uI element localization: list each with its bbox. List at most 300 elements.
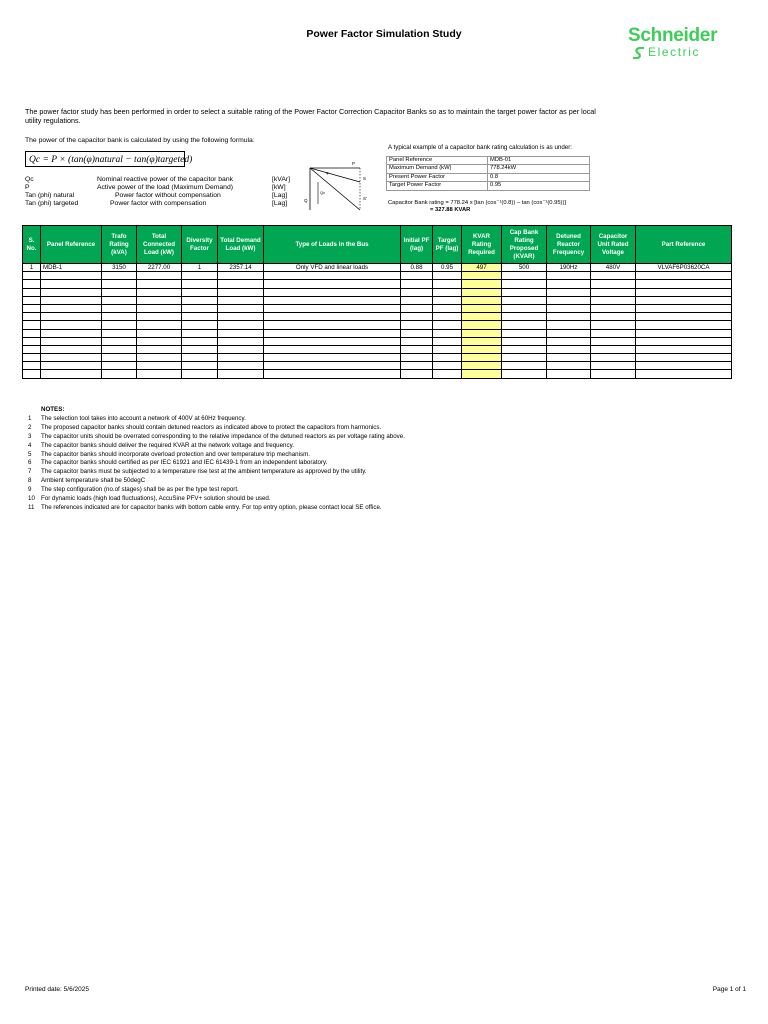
empty-cell bbox=[636, 296, 732, 304]
note-text: For dynamic loads (high load fluctuations), AccuSine PFV+ solution should be used. bbox=[41, 495, 271, 503]
cell-connected-load: 2277.00 bbox=[137, 264, 182, 272]
empty-cell bbox=[23, 272, 41, 280]
empty-cell bbox=[462, 362, 502, 370]
diagram-label-phi: φ bbox=[326, 170, 329, 175]
diagram-label-p: P bbox=[352, 161, 356, 166]
empty-cell bbox=[218, 370, 264, 378]
example-row bbox=[387, 157, 590, 165]
note-text: The references indicated are for capacitor banks with bottom cable entry. For top entry option, please contact local SE office. bbox=[41, 503, 382, 511]
example-formula: Capacitor Bank rating = 778.24 x [tan (cos⁻¹(0.8)) – tan (cos⁻¹(0.95))] bbox=[388, 200, 567, 206]
empty-cell bbox=[636, 329, 732, 337]
legend-row bbox=[25, 184, 325, 192]
empty-cell bbox=[502, 345, 547, 353]
note-text: The capacitor units should be overrated corresponding to the relative impedance of the detuned reactors as per voltage rating above. bbox=[41, 432, 405, 440]
empty-cell bbox=[591, 313, 636, 321]
example-key: Maximum Demand (kW) bbox=[387, 165, 488, 173]
empty-cell bbox=[502, 370, 547, 378]
empty-cell bbox=[218, 272, 264, 280]
empty-cell bbox=[264, 272, 401, 280]
empty-cell bbox=[433, 288, 462, 296]
note-item bbox=[28, 415, 405, 424]
empty-cell bbox=[591, 288, 636, 296]
empty-cell bbox=[401, 280, 433, 288]
empty-cell bbox=[264, 329, 401, 337]
empty-cell bbox=[137, 370, 182, 378]
empty-cell bbox=[636, 354, 732, 362]
empty-cell bbox=[137, 362, 182, 370]
empty-cell bbox=[137, 288, 182, 296]
empty-cell bbox=[433, 354, 462, 362]
note-number: 5 bbox=[28, 450, 32, 458]
formula-box: Qc = P × (tan(φ)natural − tan(φ)targeted) bbox=[25, 151, 185, 167]
empty-cell bbox=[401, 345, 433, 353]
empty-cell bbox=[102, 345, 137, 353]
diagram-label-qc: Qc bbox=[320, 190, 326, 195]
empty-cell bbox=[182, 321, 218, 329]
note-item bbox=[28, 477, 405, 486]
empty-cell bbox=[41, 329, 102, 337]
notes-title: NOTES: bbox=[41, 406, 65, 413]
empty-cell bbox=[182, 354, 218, 362]
empty-cell bbox=[23, 354, 41, 362]
empty-cell bbox=[636, 280, 732, 288]
legend-description: Active power of the load (Maximum Demand) bbox=[97, 184, 233, 191]
empty-cell bbox=[591, 272, 636, 280]
empty-cell bbox=[41, 296, 102, 304]
note-number: 3 bbox=[28, 432, 32, 440]
empty-cell bbox=[23, 337, 41, 345]
empty-cell bbox=[547, 329, 591, 337]
empty-cell bbox=[264, 362, 401, 370]
table-row bbox=[23, 264, 732, 272]
empty-cell bbox=[401, 288, 433, 296]
empty-cell bbox=[502, 329, 547, 337]
empty-cell bbox=[182, 280, 218, 288]
note-item bbox=[28, 495, 405, 504]
note-item bbox=[28, 486, 405, 495]
empty-cell bbox=[433, 345, 462, 353]
empty-cell bbox=[137, 296, 182, 304]
empty-cell bbox=[401, 296, 433, 304]
empty-cell bbox=[182, 288, 218, 296]
empty-cell bbox=[502, 296, 547, 304]
empty-cell bbox=[591, 345, 636, 353]
table-row-empty bbox=[23, 329, 732, 337]
diagram-label-s-prime: S' bbox=[363, 196, 367, 201]
empty-cell bbox=[23, 370, 41, 378]
empty-cell bbox=[23, 321, 41, 329]
empty-cell bbox=[264, 304, 401, 312]
empty-cell bbox=[401, 337, 433, 345]
empty-cell bbox=[102, 354, 137, 362]
col-header-target-pf: Target PF (lag) bbox=[433, 226, 462, 264]
empty-cell bbox=[264, 370, 401, 378]
col-header-rated-voltage: Capacitor Unit Rated Voltage bbox=[591, 226, 636, 264]
empty-cell bbox=[218, 280, 264, 288]
empty-cell bbox=[102, 337, 137, 345]
empty-cell bbox=[182, 313, 218, 321]
empty-cell bbox=[182, 345, 218, 353]
empty-cell bbox=[23, 345, 41, 353]
empty-cell bbox=[433, 362, 462, 370]
note-number: 6 bbox=[28, 459, 32, 467]
empty-cell bbox=[102, 362, 137, 370]
legend-symbol: Tan (phi) natural bbox=[25, 192, 75, 199]
cell-rated-voltage: 480V bbox=[591, 264, 636, 272]
empty-cell bbox=[462, 354, 502, 362]
empty-cell bbox=[182, 296, 218, 304]
empty-cell bbox=[547, 313, 591, 321]
table-row-empty bbox=[23, 362, 732, 370]
example-key: Present Power Factor bbox=[387, 173, 488, 181]
page-title: Power Factor Simulation Study bbox=[306, 28, 462, 40]
legend-unit: [Lag] bbox=[272, 192, 288, 199]
empty-cell bbox=[636, 337, 732, 345]
empty-cell bbox=[433, 321, 462, 329]
empty-cell bbox=[41, 280, 102, 288]
empty-cell bbox=[137, 313, 182, 321]
empty-cell bbox=[218, 362, 264, 370]
col-header-connected-load: Total Connected Load (kW) bbox=[137, 226, 182, 264]
empty-cell bbox=[401, 272, 433, 280]
empty-cell bbox=[591, 296, 636, 304]
note-item bbox=[28, 468, 405, 477]
empty-cell bbox=[636, 313, 732, 321]
legend-unit: [kW] bbox=[272, 184, 286, 191]
empty-cell bbox=[547, 272, 591, 280]
note-item bbox=[28, 451, 405, 460]
table-row-empty bbox=[23, 313, 732, 321]
note-item bbox=[28, 433, 405, 442]
empty-cell bbox=[462, 370, 502, 378]
example-row bbox=[387, 182, 590, 190]
empty-cell bbox=[547, 296, 591, 304]
empty-cell bbox=[636, 370, 732, 378]
empty-cell bbox=[41, 272, 102, 280]
empty-cell bbox=[502, 272, 547, 280]
empty-cell bbox=[591, 354, 636, 362]
empty-cell bbox=[137, 354, 182, 362]
empty-cell bbox=[433, 313, 462, 321]
empty-cell bbox=[433, 370, 462, 378]
example-value: 0.95 bbox=[488, 182, 590, 190]
legend-unit: [Lag] bbox=[272, 200, 288, 207]
empty-cell bbox=[264, 321, 401, 329]
power-triangle-diagram bbox=[300, 160, 376, 216]
note-text: The selection tool takes into account a network of 400V at 60Hz frequency. bbox=[41, 414, 246, 422]
table-row-empty bbox=[23, 280, 732, 288]
empty-cell bbox=[102, 280, 137, 288]
logo-sub-text: Electric bbox=[648, 45, 701, 59]
cell-sno: 1 bbox=[23, 264, 41, 272]
empty-cell bbox=[41, 321, 102, 329]
note-number: 7 bbox=[28, 468, 32, 476]
example-result: = 327.88 KVAR bbox=[430, 207, 471, 213]
note-text: The proposed capacitor banks should contain detuned reactors as indicated above to protect the capacitors from harmonics. bbox=[41, 423, 382, 431]
empty-cell bbox=[218, 354, 264, 362]
empty-cell bbox=[547, 354, 591, 362]
table-row-empty bbox=[23, 288, 732, 296]
empty-cell bbox=[182, 362, 218, 370]
printed-date: Printed date: 5/6/2025 bbox=[25, 986, 89, 993]
table-row-empty bbox=[23, 272, 732, 280]
empty-cell bbox=[462, 337, 502, 345]
empty-cell bbox=[591, 370, 636, 378]
col-header-sno: S. No. bbox=[23, 226, 41, 264]
empty-cell bbox=[547, 345, 591, 353]
empty-cell bbox=[547, 280, 591, 288]
empty-cell bbox=[462, 288, 502, 296]
empty-cell bbox=[264, 345, 401, 353]
diagram-label-s: S bbox=[363, 176, 367, 181]
empty-cell bbox=[636, 304, 732, 312]
empty-cell bbox=[182, 272, 218, 280]
empty-cell bbox=[182, 337, 218, 345]
cell-trafo-rating: 3150 bbox=[102, 264, 137, 272]
table-row-empty bbox=[23, 296, 732, 304]
empty-cell bbox=[137, 329, 182, 337]
intro-paragraph: The power factor study has been performed in order to select a suitable rating of the Power Factor Correction Capacitor Banks so as to maintain the target power factor as per local utility regulations. bbox=[25, 107, 596, 125]
empty-cell bbox=[182, 370, 218, 378]
note-text: Ambient temperature shall be 50degC bbox=[41, 477, 146, 485]
empty-cell bbox=[502, 354, 547, 362]
note-text: The capacitor banks should certified as per IEC 61921 and IEC 61439-1 from an independent laboratory. bbox=[41, 459, 328, 467]
empty-cell bbox=[547, 362, 591, 370]
legend-symbol: Qc bbox=[25, 176, 34, 183]
empty-cell bbox=[502, 337, 547, 345]
col-header-detuned-reactor: Detuned Reactor Frequency bbox=[547, 226, 591, 264]
empty-cell bbox=[636, 288, 732, 296]
empty-cell bbox=[264, 337, 401, 345]
empty-cell bbox=[462, 272, 502, 280]
empty-cell bbox=[462, 345, 502, 353]
empty-cell bbox=[462, 329, 502, 337]
empty-cell bbox=[23, 313, 41, 321]
empty-cell bbox=[264, 280, 401, 288]
legend-row bbox=[25, 192, 325, 200]
logo-mark-icon bbox=[632, 47, 646, 59]
empty-cell bbox=[401, 362, 433, 370]
empty-cell bbox=[502, 313, 547, 321]
legend-unit: [kVAr] bbox=[272, 176, 291, 183]
table-header-row bbox=[23, 226, 732, 264]
empty-cell bbox=[462, 313, 502, 321]
col-header-cap-bank-rating: Cap Bank Rating Proposed (KVAR) bbox=[502, 226, 547, 264]
legend-row bbox=[25, 200, 325, 208]
empty-cell bbox=[218, 321, 264, 329]
empty-cell bbox=[547, 304, 591, 312]
note-number: 10 bbox=[28, 495, 35, 503]
empty-cell bbox=[547, 337, 591, 345]
note-item bbox=[28, 504, 405, 513]
empty-cell bbox=[433, 304, 462, 312]
example-value: 0.8 bbox=[488, 173, 590, 181]
empty-cell bbox=[41, 354, 102, 362]
empty-cell bbox=[433, 337, 462, 345]
empty-cell bbox=[182, 329, 218, 337]
table-row-empty bbox=[23, 345, 732, 353]
empty-cell bbox=[502, 288, 547, 296]
col-header-diversity-factor: Diversity Factor bbox=[182, 226, 218, 264]
empty-cell bbox=[102, 288, 137, 296]
simulation-table bbox=[22, 225, 732, 379]
schneider-electric-logo bbox=[628, 26, 748, 59]
empty-cell bbox=[23, 296, 41, 304]
cell-diversity-factor: 1 bbox=[182, 264, 218, 272]
empty-cell bbox=[218, 304, 264, 312]
empty-cell bbox=[137, 321, 182, 329]
example-title: A typical example of a capacitor bank rating calculation is as under: bbox=[388, 144, 573, 151]
cell-kvar-required: 497 bbox=[462, 264, 502, 272]
table-row-empty bbox=[23, 304, 732, 312]
example-value: MDB-01 bbox=[488, 157, 590, 165]
legend-description: Power factor without compensation bbox=[115, 192, 221, 199]
table-row-empty bbox=[23, 337, 732, 345]
cell-initial-pf: 0.88 bbox=[401, 264, 433, 272]
empty-cell bbox=[502, 304, 547, 312]
col-header-panel-reference: Panel Reference bbox=[41, 226, 102, 264]
cell-target-pf: 0.95 bbox=[433, 264, 462, 272]
note-text: The step configuration (no.of stages) shall be as per the type test report. bbox=[41, 486, 239, 494]
empty-cell bbox=[502, 321, 547, 329]
cell-demand-load: 2357.14 bbox=[218, 264, 264, 272]
empty-cell bbox=[462, 280, 502, 288]
empty-cell bbox=[137, 304, 182, 312]
empty-cell bbox=[41, 362, 102, 370]
note-text: The capacitor banks must be subjected to a temperature rise test at the ambient temperature as approved by the utility. bbox=[41, 468, 367, 476]
table-row-empty bbox=[23, 370, 732, 378]
empty-cell bbox=[462, 304, 502, 312]
legend-symbol: P bbox=[25, 184, 30, 191]
col-header-demand-load: Total Demand Load (kW) bbox=[218, 226, 264, 264]
empty-cell bbox=[401, 329, 433, 337]
empty-cell bbox=[102, 304, 137, 312]
legend-description: Nominal reactive power of the capacitor bank bbox=[97, 176, 234, 183]
empty-cell bbox=[102, 321, 137, 329]
empty-cell bbox=[137, 280, 182, 288]
example-row bbox=[387, 165, 590, 173]
empty-cell bbox=[23, 288, 41, 296]
empty-cell bbox=[137, 272, 182, 280]
empty-cell bbox=[218, 296, 264, 304]
empty-cell bbox=[401, 313, 433, 321]
empty-cell bbox=[41, 288, 102, 296]
example-value: 778.24kW bbox=[488, 165, 590, 173]
empty-cell bbox=[102, 329, 137, 337]
empty-cell bbox=[636, 321, 732, 329]
empty-cell bbox=[23, 280, 41, 288]
empty-cell bbox=[636, 362, 732, 370]
note-item bbox=[28, 459, 405, 468]
empty-cell bbox=[41, 337, 102, 345]
empty-cell bbox=[462, 321, 502, 329]
empty-cell bbox=[502, 362, 547, 370]
empty-cell bbox=[433, 296, 462, 304]
empty-cell bbox=[433, 329, 462, 337]
cell-panel-reference: MDB-1 bbox=[41, 264, 102, 272]
example-key: Panel Reference bbox=[387, 157, 488, 165]
empty-cell bbox=[433, 280, 462, 288]
note-number: 8 bbox=[28, 477, 32, 485]
empty-cell bbox=[591, 304, 636, 312]
empty-cell bbox=[636, 345, 732, 353]
col-header-load-type: Type of Loads in the Bus bbox=[264, 226, 401, 264]
cell-cap-bank-rating: 500 bbox=[502, 264, 547, 272]
cell-load-type: Only VFD and linear loads bbox=[264, 264, 401, 272]
empty-cell bbox=[102, 296, 137, 304]
empty-cell bbox=[137, 337, 182, 345]
empty-cell bbox=[23, 329, 41, 337]
empty-cell bbox=[41, 370, 102, 378]
empty-cell bbox=[462, 296, 502, 304]
example-row bbox=[387, 173, 590, 181]
empty-cell bbox=[401, 354, 433, 362]
empty-cell bbox=[264, 354, 401, 362]
empty-cell bbox=[591, 321, 636, 329]
empty-cell bbox=[41, 313, 102, 321]
cell-detuned-reactor: 190Hz bbox=[547, 264, 591, 272]
empty-cell bbox=[218, 337, 264, 345]
empty-cell bbox=[102, 313, 137, 321]
legend-row bbox=[25, 176, 325, 184]
col-header-initial-pf: Initial PF (lag) bbox=[401, 226, 433, 264]
empty-cell bbox=[137, 345, 182, 353]
notes-section bbox=[28, 406, 405, 513]
empty-cell bbox=[41, 345, 102, 353]
empty-cell bbox=[218, 313, 264, 321]
cell-part-reference: VLVAF6P03620CA bbox=[636, 264, 732, 272]
note-number: 11 bbox=[28, 503, 35, 511]
empty-cell bbox=[41, 304, 102, 312]
empty-cell bbox=[401, 321, 433, 329]
empty-cell bbox=[23, 362, 41, 370]
note-item bbox=[28, 442, 405, 451]
empty-cell bbox=[502, 280, 547, 288]
diagram-label-q: Q bbox=[304, 198, 308, 203]
empty-cell bbox=[591, 329, 636, 337]
example-key: Target Power Factor bbox=[387, 182, 488, 190]
empty-cell bbox=[636, 272, 732, 280]
empty-cell bbox=[182, 304, 218, 312]
empty-cell bbox=[591, 280, 636, 288]
col-header-kvar-required: KVAR Rating Required bbox=[462, 226, 502, 264]
note-text: The capacitor banks should deliver the required KVAR at the network voltage and frequency. bbox=[41, 441, 294, 449]
empty-cell bbox=[547, 321, 591, 329]
page-number: Page 1 of 1 bbox=[712, 986, 746, 993]
col-header-part-reference: Part Reference bbox=[636, 226, 732, 264]
note-item bbox=[28, 424, 405, 433]
formula-intro: The power of the capacitor bank is calculated by using the following formula: bbox=[25, 137, 255, 144]
empty-cell bbox=[218, 345, 264, 353]
formula-legend bbox=[25, 176, 325, 208]
note-text: The capacitor banks should incorporate overload protection and over temperature trip mechanism. bbox=[41, 450, 310, 458]
note-number: 9 bbox=[28, 486, 32, 494]
empty-cell bbox=[264, 296, 401, 304]
empty-cell bbox=[264, 288, 401, 296]
empty-cell bbox=[547, 288, 591, 296]
note-number: 1 bbox=[28, 414, 32, 422]
table-row-empty bbox=[23, 354, 732, 362]
empty-cell bbox=[547, 370, 591, 378]
logo-main-text: Schneider bbox=[628, 25, 718, 46]
empty-cell bbox=[591, 362, 636, 370]
empty-cell bbox=[102, 370, 137, 378]
note-number: 2 bbox=[28, 423, 32, 431]
empty-cell bbox=[433, 272, 462, 280]
legend-symbol: Tan (phi) targeted bbox=[25, 200, 79, 207]
empty-cell bbox=[218, 288, 264, 296]
table-row-empty bbox=[23, 321, 732, 329]
